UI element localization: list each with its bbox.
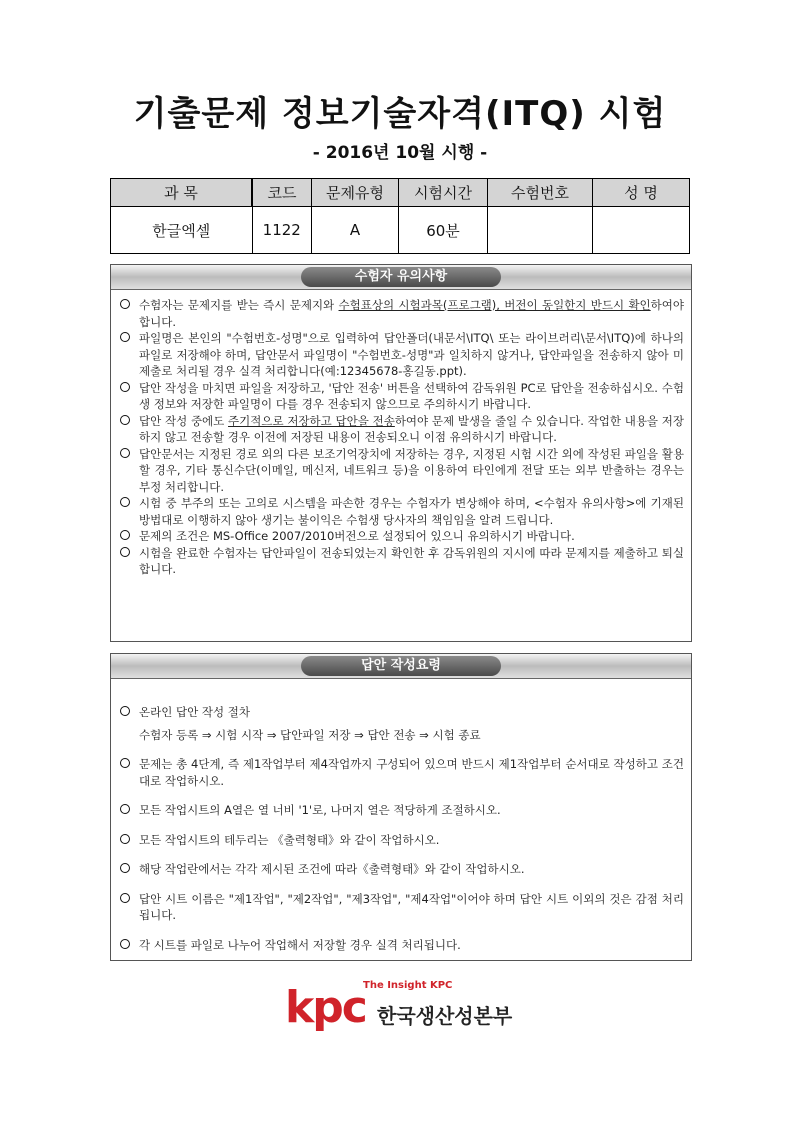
list-item (119, 528, 684, 545)
page-subtitle: - 2016년 10월 시행 - (312, 143, 488, 163)
item-text: 하여야 합니다. (139, 298, 684, 329)
notice-title: 수험자 유의사항 (301, 267, 501, 287)
list-item (119, 704, 684, 743)
value-time: 60분 (399, 207, 488, 254)
list-item (119, 861, 684, 878)
item-subtext: 수험자 등록 ⇒ 시험 시작 ⇒ 답안파일 저장 ⇒ 답안 전송 ⇒ 시험 종료 (139, 727, 481, 742)
list-item (119, 802, 684, 819)
header-type: 문제유형 (312, 179, 399, 207)
item-text: 파일명은 본인의 "수험번호-성명"으로 입력하여 답안폴더(내문서\ITQ\ 또는 라이브러리\문서\ITQ)에 하나의 파일로 저장해야 하며, 답안문서 파일명이 "수험번호-성명"과 일치하지 않거나, 답안파일을 전송하지 않아 미제출로 처리될 경우 실격 처리합니다(예:12345678-홍길동.ppt). (139, 331, 684, 378)
header-code: 코드 (252, 179, 312, 207)
item-underlined-text: 주기적으로 저장하고 답안을 전송 (228, 413, 395, 428)
header-name: 성 명 (593, 179, 690, 207)
notice-list (119, 297, 684, 578)
item-text: 모든 작업시트의 테두리는 《출력형태》와 같이 작업하시오. (139, 832, 440, 847)
value-code: 1122 (252, 207, 312, 254)
item-text: 해당 작업란에서는 각각 제시된 조건에 따라《출력형태》와 같이 작업하시오. (139, 862, 525, 876)
table-header-row (111, 179, 690, 207)
item-text: 문제는 총 4단계, 즉 제1작업부터 제4작업까지 구성되어 있으며 반드시 제1작업부터 순서대로 작성하고 조건대로 작업하시오. (139, 757, 684, 788)
list-item (119, 297, 684, 330)
circle-bullet-icon (120, 863, 130, 873)
list-item (119, 446, 684, 496)
exam-info-table (110, 178, 690, 254)
circle-bullet-icon (120, 893, 130, 903)
item-text: 하여야 문제 발생을 줄일 수 있습니다. 작업한 내용을 저장하지 않고 전송할 경우 이전에 저장된 내용이 전송되오니 이점 유의하시기 바랍니다. (139, 413, 685, 444)
notice-band (111, 265, 691, 290)
item-text: 시험 중 부주의 또는 고의로 시스템을 파손한 경우는 수험자가 변상해야 하며, <수험자 유의사항>에 기재된 방법대로 이행하지 않아 생기는 불이익은 수험생 당사자의 책임임을 알려 드립니다. (139, 496, 684, 527)
header-subject: 과 목 (111, 179, 253, 207)
value-exam-number (488, 207, 593, 254)
value-type: A (312, 207, 399, 254)
guide-list (119, 704, 684, 966)
circle-bullet-icon (120, 382, 130, 392)
item-text: 수험자는 문제지를 받는 즉시 문제지와 (139, 298, 339, 312)
list-item (119, 380, 684, 413)
circle-bullet-icon (120, 299, 130, 309)
item-text: 온라인 답안 작성 절차 (139, 705, 250, 719)
list-item (119, 756, 684, 789)
item-underlined-text: 수험표상의 시험과목(프로그램), 버전이 동일한지 반드시 확인 (338, 298, 651, 312)
circle-bullet-icon (120, 804, 130, 814)
kpc-logo (285, 980, 525, 1040)
item-text: 답안 작성을 마치면 파일을 저장하고, '답안 전송' 버튼을 선택하여 감독위원 PC로 답안을 전송하십시오. 수험생 정보와 저장한 파일명이 다를 경우 전송되지 않으므로 주의하시기 바랍니다. (139, 380, 684, 411)
item-text: 모든 작업시트의 A열은 열 너비 '1'로, 나머지 열은 적당하게 조절하시오. (139, 803, 501, 817)
guide-box (110, 653, 692, 961)
list-item (119, 891, 684, 924)
guide-band (111, 654, 691, 679)
list-item (119, 413, 684, 446)
item-text: 각 시트를 파일로 나누어 작업해서 저장할 경우 실격 처리됩니다. (139, 937, 461, 952)
list-item (119, 330, 684, 380)
item-text: 시험을 완료한 수험자는 답안파일이 전송되었는지 확인한 후 감독위원의 지시에 따라 문제지를 제출하고 퇴실합니다. (139, 545, 684, 576)
list-item (119, 937, 684, 954)
circle-bullet-icon (120, 834, 130, 844)
circle-bullet-icon (120, 448, 130, 458)
circle-bullet-icon (120, 530, 130, 540)
value-name (593, 207, 690, 254)
logo-tagline: The Insight KPC (363, 980, 453, 991)
item-text: 답안문서는 지정된 경로 외의 다른 보조기억장치에 저장하는 경우, 지정된 시험 시간 외에 작성된 파일을 활용할 경우, 기타 통신수단(이메일, 메신저, 네트워크 등)을 이용하여 타인에게 전달 또는 외부 반출하는 경우는 부정 처리합니다. (139, 446, 684, 494)
circle-bullet-icon (120, 939, 130, 949)
header-exam-number: 수험번호 (488, 179, 593, 207)
circle-bullet-icon (120, 497, 130, 507)
notice-box (110, 264, 692, 642)
item-text: 답안 시트 이름은 "제1작업", "제2작업", "제3작업", "제4작업"이어야 하며 답안 시트 이외의 것은 감점 처리됩니다. (139, 891, 684, 922)
circle-bullet-icon (120, 758, 130, 768)
circle-bullet-icon (120, 332, 130, 342)
list-item (119, 495, 684, 528)
circle-bullet-icon (120, 706, 130, 716)
kpc-logo-mark: kpc (285, 982, 366, 1033)
guide-title: 답안 작성요령 (301, 656, 501, 676)
item-text: 문제의 조건은 MS-Office 2007/2010버전으로 설정되어 있으니 유의하시기 바랍니다. (139, 529, 575, 543)
header-time: 시험시간 (399, 179, 488, 207)
item-text: 답안 작성 중에도 (139, 413, 229, 428)
value-subject: 한글엑셀 (111, 207, 253, 254)
table-row (111, 207, 690, 254)
page-title: 기출문제 정보기술자격(ITQ) 시험 (133, 94, 667, 134)
logo-org-name: 한국생산성본부 (377, 1004, 513, 1028)
list-item (119, 832, 684, 849)
circle-bullet-icon (120, 415, 130, 425)
circle-bullet-icon (120, 547, 130, 557)
list-item (119, 545, 684, 578)
